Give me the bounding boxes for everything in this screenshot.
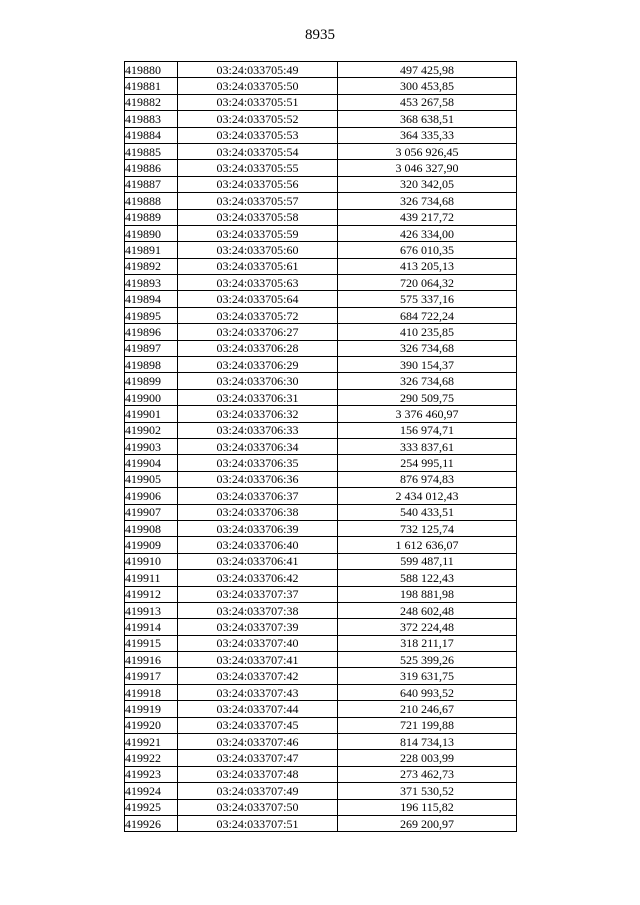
value-cell: 371 530,52 (338, 783, 517, 799)
row-number-cell: 419890 (125, 225, 178, 241)
value-cell: 254 995,11 (338, 455, 517, 471)
row-number-cell: 419892 (125, 258, 178, 274)
cadastral-number-cell: 03:24:033707:39 (178, 619, 338, 635)
value-cell: 439 217,72 (338, 209, 517, 225)
value-cell: 333 837,61 (338, 438, 517, 454)
table-row (125, 193, 517, 209)
row-number-cell: 419904 (125, 455, 178, 471)
cadastral-number-cell: 03:24:033706:32 (178, 406, 338, 422)
value-cell: 410 235,85 (338, 324, 517, 340)
table-row (125, 701, 517, 717)
row-number-cell: 419880 (125, 62, 178, 78)
table-row (125, 684, 517, 700)
cadastral-number-cell: 03:24:033705:51 (178, 94, 338, 110)
table-row (125, 717, 517, 733)
cadastral-number-cell: 03:24:033705:59 (178, 225, 338, 241)
row-number-cell: 419882 (125, 94, 178, 110)
table-row (125, 455, 517, 471)
row-number-cell: 419925 (125, 799, 178, 815)
row-number-cell: 419912 (125, 586, 178, 602)
row-number-cell: 419911 (125, 570, 178, 586)
value-cell: 413 205,13 (338, 258, 517, 274)
value-cell: 368 638,51 (338, 111, 517, 127)
row-number-cell: 419894 (125, 291, 178, 307)
row-number-cell: 419915 (125, 635, 178, 651)
cadastral-number-cell: 03:24:033707:48 (178, 766, 338, 782)
row-number-cell: 419909 (125, 537, 178, 553)
value-cell: 372 224,48 (338, 619, 517, 635)
value-cell: 326 734,68 (338, 373, 517, 389)
value-cell: 453 267,58 (338, 94, 517, 110)
row-number-cell: 419908 (125, 520, 178, 536)
value-cell: 525 399,26 (338, 652, 517, 668)
row-number-cell: 419896 (125, 324, 178, 340)
value-cell: 3 056 926,45 (338, 143, 517, 159)
table-row (125, 275, 517, 291)
row-number-cell: 419907 (125, 504, 178, 520)
row-number-cell: 419924 (125, 783, 178, 799)
table-row (125, 537, 517, 553)
table-row (125, 94, 517, 110)
cadastral-number-cell: 03:24:033706:41 (178, 553, 338, 569)
cadastral-number-cell: 03:24:033705:63 (178, 275, 338, 291)
cadastral-number-cell: 03:24:033705:60 (178, 242, 338, 258)
row-number-cell: 419883 (125, 111, 178, 127)
row-number-cell: 419919 (125, 701, 178, 717)
row-number-cell: 419900 (125, 389, 178, 405)
cadastral-number-cell: 03:24:033705:49 (178, 62, 338, 78)
table-row (125, 209, 517, 225)
table-row (125, 291, 517, 307)
cadastral-number-cell: 03:24:033707:51 (178, 815, 338, 831)
row-number-cell: 419905 (125, 471, 178, 487)
cadastral-number-cell: 03:24:033706:35 (178, 455, 338, 471)
value-cell: 319 631,75 (338, 668, 517, 684)
value-cell: 318 211,17 (338, 635, 517, 651)
cadastral-number-cell: 03:24:033707:45 (178, 717, 338, 733)
cadastral-number-cell: 03:24:033705:61 (178, 258, 338, 274)
row-number-cell: 419903 (125, 438, 178, 454)
table-row (125, 520, 517, 536)
row-number-cell: 419918 (125, 684, 178, 700)
value-cell: 876 974,83 (338, 471, 517, 487)
cadastral-number-cell: 03:24:033707:49 (178, 783, 338, 799)
cadastral-number-cell: 03:24:033707:43 (178, 684, 338, 700)
value-cell: 3 046 327,90 (338, 160, 517, 176)
value-cell: 732 125,74 (338, 520, 517, 536)
cadastral-number-cell: 03:24:033707:37 (178, 586, 338, 602)
cadastral-number-cell: 03:24:033707:46 (178, 734, 338, 750)
row-number-cell: 419906 (125, 488, 178, 504)
table-row (125, 406, 517, 422)
row-number-cell: 419895 (125, 307, 178, 323)
row-number-cell: 419888 (125, 193, 178, 209)
row-number-cell: 419917 (125, 668, 178, 684)
cadastral-number-cell: 03:24:033705:56 (178, 176, 338, 192)
table-row (125, 783, 517, 799)
cadastral-number-cell: 03:24:033706:42 (178, 570, 338, 586)
value-cell: 290 509,75 (338, 389, 517, 405)
table-row (125, 750, 517, 766)
table-row (125, 438, 517, 454)
value-cell: 364 335,33 (338, 127, 517, 143)
row-number-cell: 419887 (125, 176, 178, 192)
table-row (125, 635, 517, 651)
row-number-cell: 419897 (125, 340, 178, 356)
cadastral-number-cell: 03:24:033706:37 (178, 488, 338, 504)
cadastral-number-cell: 03:24:033705:57 (178, 193, 338, 209)
value-cell: 320 342,05 (338, 176, 517, 192)
table-row (125, 652, 517, 668)
table-row (125, 307, 517, 323)
value-cell: 676 010,35 (338, 242, 517, 258)
table-row (125, 488, 517, 504)
row-number-cell: 419884 (125, 127, 178, 143)
cadastral-number-cell: 03:24:033706:27 (178, 324, 338, 340)
cadastral-number-cell: 03:24:033706:30 (178, 373, 338, 389)
value-cell: 248 602,48 (338, 602, 517, 618)
table-row (125, 586, 517, 602)
value-cell: 300 453,85 (338, 78, 517, 94)
value-cell: 3 376 460,97 (338, 406, 517, 422)
table-row (125, 422, 517, 438)
row-number-cell: 419920 (125, 717, 178, 733)
table-row (125, 127, 517, 143)
table-row (125, 357, 517, 373)
table-row (125, 389, 517, 405)
table-body (125, 62, 517, 832)
value-cell: 210 246,67 (338, 701, 517, 717)
value-cell: 497 425,98 (338, 62, 517, 78)
row-number-cell: 419926 (125, 815, 178, 831)
cadastral-number-cell: 03:24:033705:55 (178, 160, 338, 176)
cadastral-number-cell: 03:24:033706:38 (178, 504, 338, 520)
cadastral-number-cell: 03:24:033707:41 (178, 652, 338, 668)
table-row (125, 570, 517, 586)
table-row (125, 111, 517, 127)
table-row (125, 160, 517, 176)
row-number-cell: 419898 (125, 357, 178, 373)
table-row (125, 62, 517, 78)
table-row (125, 258, 517, 274)
cadastral-number-cell: 03:24:033705:64 (178, 291, 338, 307)
cadastral-number-cell: 03:24:033707:42 (178, 668, 338, 684)
row-number-cell: 419881 (125, 78, 178, 94)
cadastral-number-cell: 03:24:033707:44 (178, 701, 338, 717)
cadastral-number-cell: 03:24:033707:47 (178, 750, 338, 766)
row-number-cell: 419914 (125, 619, 178, 635)
value-cell: 196 115,82 (338, 799, 517, 815)
table-row (125, 78, 517, 94)
cadastral-number-cell: 03:24:033705:72 (178, 307, 338, 323)
cadastral-number-cell: 03:24:033706:36 (178, 471, 338, 487)
row-number-cell: 419885 (125, 143, 178, 159)
cadastral-number-cell: 03:24:033706:39 (178, 520, 338, 536)
value-cell: 326 734,68 (338, 193, 517, 209)
table-row (125, 553, 517, 569)
table-row (125, 143, 517, 159)
cadastral-number-cell: 03:24:033706:28 (178, 340, 338, 356)
table-row (125, 734, 517, 750)
row-number-cell: 419922 (125, 750, 178, 766)
value-cell: 588 122,43 (338, 570, 517, 586)
table-row (125, 242, 517, 258)
row-number-cell: 419886 (125, 160, 178, 176)
row-number-cell: 419910 (125, 553, 178, 569)
table-row (125, 815, 517, 831)
value-cell: 684 722,24 (338, 307, 517, 323)
value-cell: 426 334,00 (338, 225, 517, 241)
table-row (125, 373, 517, 389)
row-number-cell: 419921 (125, 734, 178, 750)
page-number: 8935 (305, 27, 335, 43)
value-cell: 2 434 012,43 (338, 488, 517, 504)
row-number-cell: 419913 (125, 602, 178, 618)
value-cell: 814 734,13 (338, 734, 517, 750)
row-number-cell: 419902 (125, 422, 178, 438)
value-cell: 326 734,68 (338, 340, 517, 356)
value-cell: 273 462,73 (338, 766, 517, 782)
cadastral-number-cell: 03:24:033705:53 (178, 127, 338, 143)
cadastral-number-cell: 03:24:033707:40 (178, 635, 338, 651)
value-cell: 599 487,11 (338, 553, 517, 569)
value-cell: 640 993,52 (338, 684, 517, 700)
table-row (125, 668, 517, 684)
cadastral-number-cell: 03:24:033706:29 (178, 357, 338, 373)
table-row (125, 766, 517, 782)
row-number-cell: 419891 (125, 242, 178, 258)
value-cell: 1 612 636,07 (338, 537, 517, 553)
row-number-cell: 419889 (125, 209, 178, 225)
cadastral-number-cell: 03:24:033705:58 (178, 209, 338, 225)
value-cell: 156 974,71 (338, 422, 517, 438)
data-table (124, 61, 517, 832)
value-cell: 198 881,98 (338, 586, 517, 602)
cadastral-number-cell: 03:24:033706:40 (178, 537, 338, 553)
value-cell: 540 433,51 (338, 504, 517, 520)
row-number-cell: 419899 (125, 373, 178, 389)
table-row (125, 504, 517, 520)
cadastral-number-cell: 03:24:033707:50 (178, 799, 338, 815)
row-number-cell: 419916 (125, 652, 178, 668)
cadastral-number-cell: 03:24:033707:38 (178, 602, 338, 618)
value-cell: 575 337,16 (338, 291, 517, 307)
value-cell: 269 200,97 (338, 815, 517, 831)
table-row (125, 799, 517, 815)
value-cell: 228 003,99 (338, 750, 517, 766)
table-row (125, 471, 517, 487)
table-row (125, 340, 517, 356)
table-row (125, 324, 517, 340)
cadastral-number-cell: 03:24:033706:31 (178, 389, 338, 405)
cadastral-number-cell: 03:24:033705:52 (178, 111, 338, 127)
cadastral-number-cell: 03:24:033705:54 (178, 143, 338, 159)
table-row (125, 602, 517, 618)
table-row (125, 619, 517, 635)
table-row (125, 176, 517, 192)
table-row (125, 225, 517, 241)
cadastral-number-cell: 03:24:033706:33 (178, 422, 338, 438)
row-number-cell: 419923 (125, 766, 178, 782)
row-number-cell: 419893 (125, 275, 178, 291)
value-cell: 720 064,32 (338, 275, 517, 291)
cadastral-number-cell: 03:24:033705:50 (178, 78, 338, 94)
value-cell: 390 154,37 (338, 357, 517, 373)
row-number-cell: 419901 (125, 406, 178, 422)
value-cell: 721 199,88 (338, 717, 517, 733)
cadastral-number-cell: 03:24:033706:34 (178, 438, 338, 454)
